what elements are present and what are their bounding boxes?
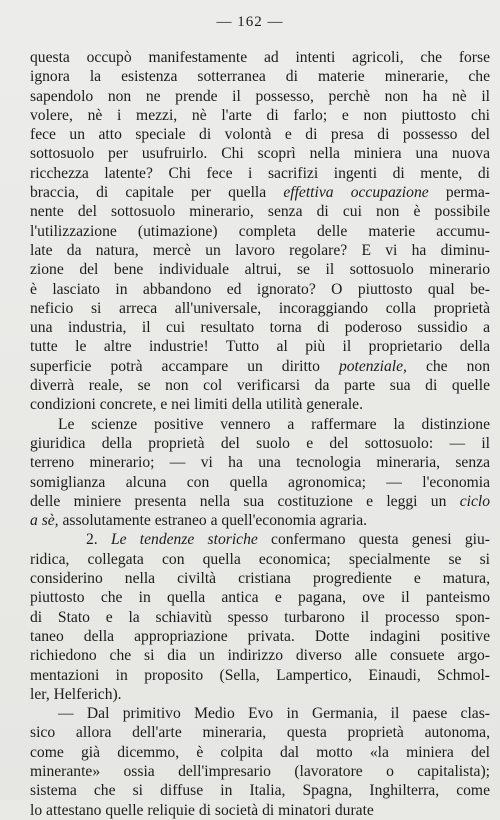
text-run: è lasciato in abbandono ed ignorato? O piuttosto qual be- xyxy=(30,280,490,298)
page-number: — 162 — xyxy=(216,14,284,30)
text-line xyxy=(30,87,490,106)
text-run: che non xyxy=(406,357,490,375)
text-line xyxy=(30,801,490,820)
text-run: di Stato e la schiavitù spesso turbarono il processo spon- xyxy=(30,608,490,626)
text-run: volere, nè i mezzi, nè l'arte di farlo; e non piuttosto chi xyxy=(30,106,490,124)
text-run: terreno minerario; — vi ha una tecnologia mineraria, senza xyxy=(30,454,490,472)
text-line xyxy=(30,144,490,163)
italic-text: potenziale, xyxy=(338,357,407,375)
text-line xyxy=(30,550,490,569)
text-line xyxy=(30,434,490,453)
text-line xyxy=(30,222,490,241)
text-run: sico allora dell'arte mineraria, questa proprietà autonoma, xyxy=(30,724,490,742)
text-run: zione del bene individuale altrui, se il sottosuolo minerario xyxy=(30,261,490,279)
text-run: perma- xyxy=(428,184,490,202)
text-line xyxy=(30,569,490,588)
text-line xyxy=(30,588,490,607)
text-line xyxy=(30,357,490,376)
text-run: piuttosto che in quella antica e pagana, ove il panteismo xyxy=(30,589,490,607)
text-run: late da natura, mercè un lavoro regolare? E vi ha diminu- xyxy=(30,241,490,259)
text-line xyxy=(30,125,490,144)
text-line xyxy=(30,415,490,434)
text-run: superficie potrà accampare un diritto xyxy=(30,357,339,375)
text-line xyxy=(30,646,490,665)
paragraph xyxy=(30,48,490,415)
text-run: sottosuolo per usufruirlo. Chi scoprì nella miniera una nuova xyxy=(30,145,490,163)
text-line xyxy=(30,743,490,762)
text-line xyxy=(30,299,490,318)
text-line xyxy=(30,530,490,549)
text-run: condizioni concrete, e nei limiti della utilità generale. xyxy=(30,396,363,414)
text-run: nente del sottosuolo minerario, senza di cui non è possibile xyxy=(30,203,490,221)
text-line xyxy=(30,106,490,125)
text-line xyxy=(30,183,490,202)
text-line xyxy=(30,666,490,685)
text-run: sistema che si diffuse in Italia, Spagna, Inghilterra, come xyxy=(30,782,490,800)
italic-text: ciclo xyxy=(459,492,490,510)
text-run: Le scienze positive vennero a raffermare la distinzione xyxy=(58,415,490,433)
italic-text: Le tendenze storiche xyxy=(110,531,258,549)
text-line xyxy=(30,762,490,781)
text-run: una industria, il cui resultato torna di poderoso sussidio a xyxy=(30,319,490,337)
text-line xyxy=(30,704,490,723)
text-run: come già dicemmo, è colpita dal motto «la miniera del xyxy=(30,743,490,761)
text-run: delle miniere presenta nella sua costituzione e leggi un xyxy=(30,492,460,510)
text-line xyxy=(30,723,490,742)
text-run: sapendolo non ne prende il possesso, perchè non ha nè il xyxy=(30,87,490,105)
text-run: minerante» ossia dell'impresario (lavoratore o capitalista); xyxy=(30,762,490,780)
text-line xyxy=(30,608,490,627)
text-line xyxy=(30,337,490,356)
paragraph xyxy=(30,704,490,820)
text-run: neficio si arreca all'universale, incoraggiando colla proprietà xyxy=(30,299,490,317)
text-run: mentazioni in proposito (Sella, Lampertico, Einaudi, Schmol- xyxy=(30,666,490,684)
text-line xyxy=(30,473,490,492)
text-run: confermano questa genesi giu- xyxy=(257,531,490,549)
text-run: richiedono che si dia un indirizzo diverso alle consuete argo- xyxy=(30,647,490,665)
text-line xyxy=(30,164,490,183)
text-line xyxy=(30,318,490,337)
text-run: assolutamente estraneo a quell'economia agraria. xyxy=(58,512,368,530)
text-line xyxy=(30,453,490,472)
text-run: ricchezza latente? Chi fece i sacrifizi ingenti di mente, di xyxy=(30,164,490,182)
text-line xyxy=(30,67,490,86)
italic-text: a sè, xyxy=(30,512,59,530)
text-line xyxy=(30,241,490,260)
text-run: l'utilizzazione (utimazione) completa delle materie accumu- xyxy=(30,222,490,240)
text-run: ignora la esistenza sotterranea di materie minerarie, che xyxy=(30,68,490,86)
text-run: taneo della appropriazione privata. Dotte indagini positive xyxy=(30,627,490,645)
text-line xyxy=(30,376,490,395)
text-line xyxy=(30,685,490,704)
text-run: diverrà reale, se non col verificarsi da parte sua di quelle xyxy=(30,377,490,395)
text-run: questa occupò manifestamente ad intenti agricoli, che forse xyxy=(30,49,490,66)
text-run: tutte le altre industrie! Tutto al più il proprietario della xyxy=(30,338,490,356)
paragraph xyxy=(30,530,490,704)
paragraph xyxy=(30,415,490,531)
text-line xyxy=(30,202,490,221)
text-line xyxy=(30,48,490,67)
text-line xyxy=(30,627,490,646)
text-run: considerino nella civiltà cristiana progrediente e matura, xyxy=(30,570,490,588)
text-line xyxy=(30,395,490,414)
text-line xyxy=(30,781,490,800)
text-line xyxy=(30,260,490,279)
text-run: lo attestano quelle reliquie di società di minatori durate xyxy=(30,801,374,819)
text-run: — Dal primitivo Medio Evo in Germania, il paese clas- xyxy=(58,705,490,723)
text-run: somiglianza alcuna con quella agronomica; — l'economia xyxy=(30,473,490,491)
text-run: giuridica della proprietà del suolo e del sottosuolo: — il xyxy=(30,434,490,452)
text-line xyxy=(30,280,490,299)
text-line xyxy=(30,511,490,530)
text-line xyxy=(30,492,490,511)
text-run: ler, Helferich). xyxy=(30,685,122,703)
text-run: 2. xyxy=(86,531,111,549)
text-run: fece un atto speciale di volontà e di presa di possesso del xyxy=(30,126,490,144)
text-run: ridica, collegata con quella economica; specialmente se si xyxy=(30,550,490,568)
italic-text: effettiva occupazione xyxy=(283,184,429,202)
body-text xyxy=(30,48,490,820)
text-run: braccia, di capitale per quella xyxy=(30,184,284,202)
